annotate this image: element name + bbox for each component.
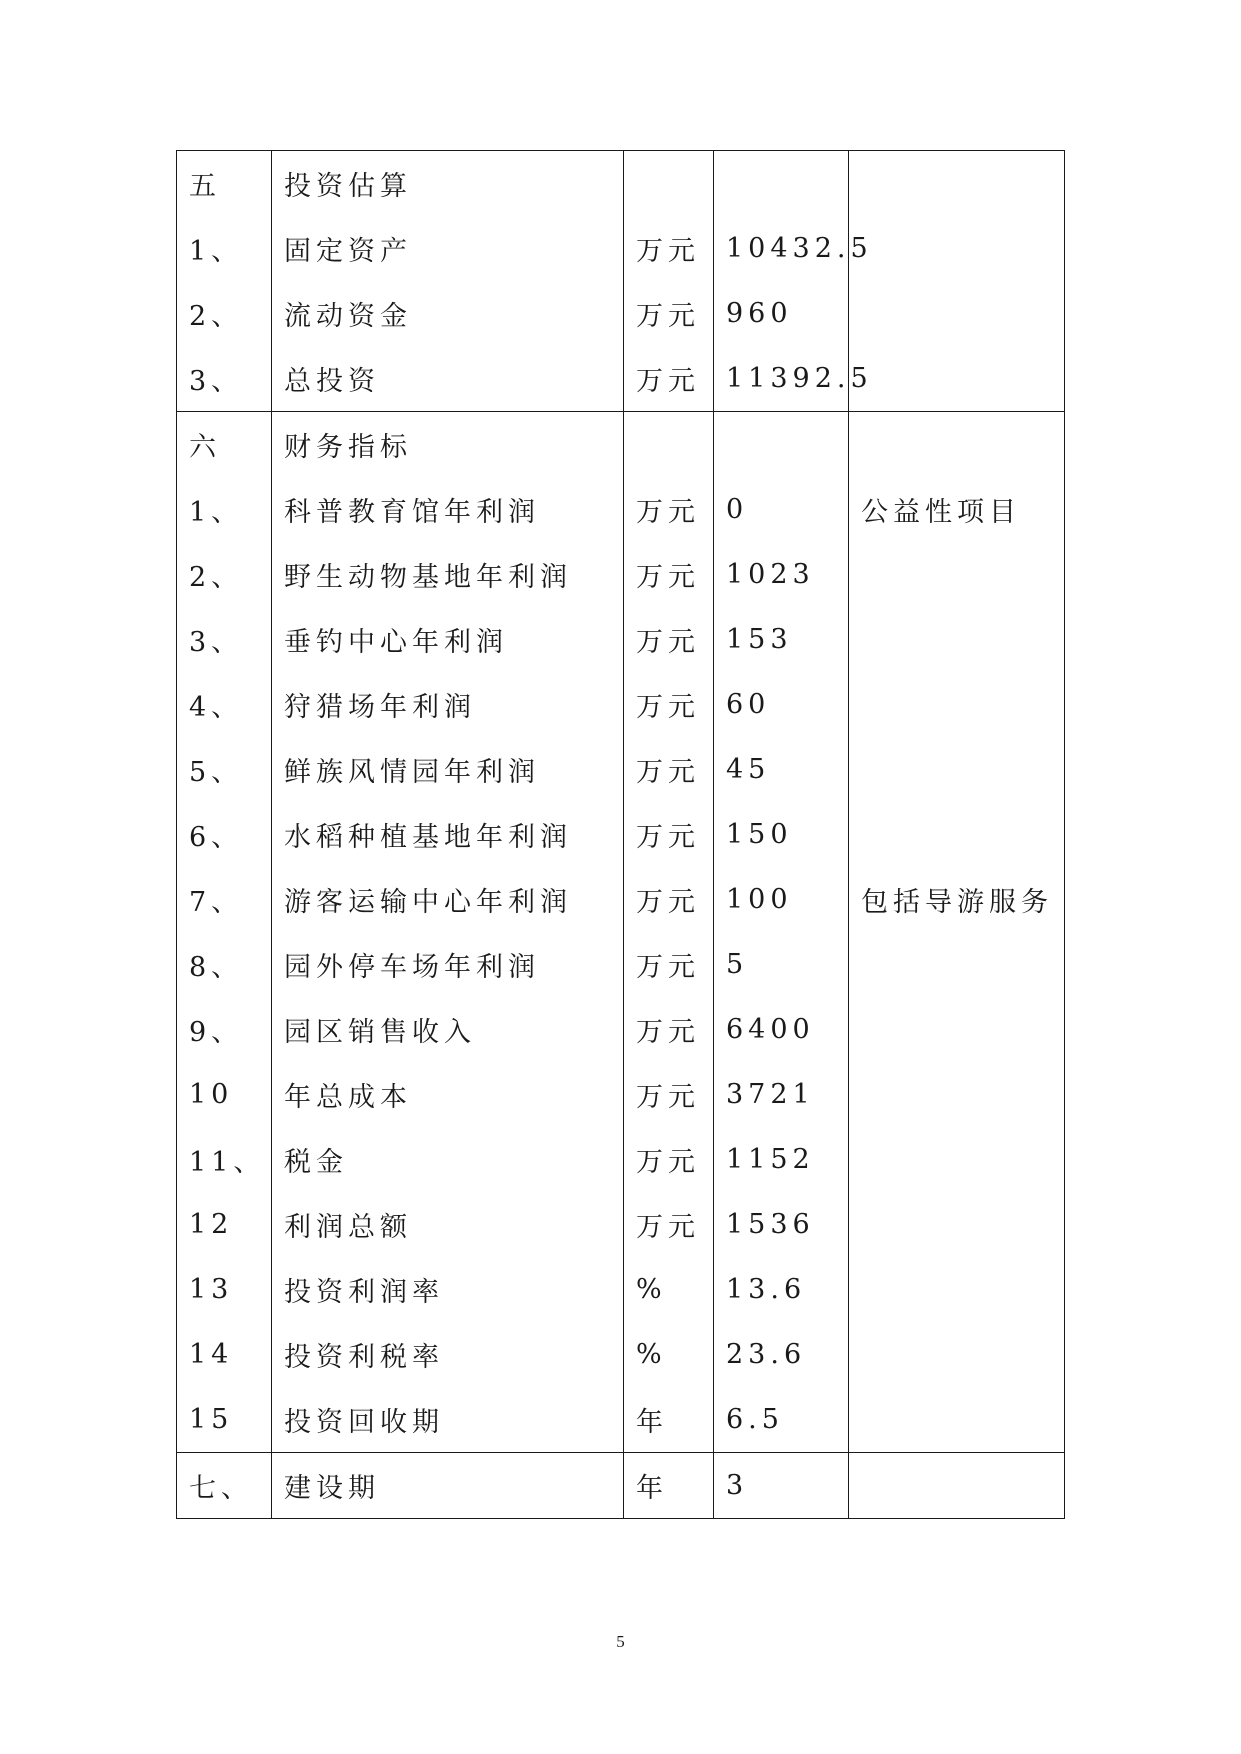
- item-name-cell: 投资利税率: [272, 1322, 624, 1387]
- unit-cell: 万元: [624, 867, 714, 932]
- value-cell: 153: [714, 607, 849, 672]
- note-cell: [849, 1453, 1065, 1519]
- row-number-cell: 2、: [177, 281, 272, 346]
- item-name-cell: 鲜族风情园年利润: [272, 737, 624, 802]
- unit-cell: 万元: [624, 802, 714, 867]
- row-number-cell: 5、: [177, 737, 272, 802]
- row-number-cell: 12: [177, 1192, 272, 1257]
- row-number-cell: 4、: [177, 672, 272, 737]
- note-cell: [849, 346, 1065, 412]
- item-name-cell: 科普教育馆年利润: [272, 477, 624, 542]
- value-cell: 6400: [714, 997, 849, 1062]
- table-row: [177, 607, 1065, 672]
- table-row: [177, 1062, 1065, 1127]
- item-name-cell: 利润总额: [272, 1192, 624, 1257]
- row-number-cell: 五: [177, 151, 272, 217]
- row-number-cell: 1、: [177, 477, 272, 542]
- row-number-cell: 14: [177, 1322, 272, 1387]
- value-cell: 13.6: [714, 1257, 849, 1322]
- table-row: [177, 1387, 1065, 1453]
- row-number-cell: 3、: [177, 346, 272, 412]
- value-cell: 10432.5: [714, 216, 849, 281]
- table-row: [177, 737, 1065, 802]
- item-name-cell: 园区销售收入: [272, 997, 624, 1062]
- item-name-cell: 财务指标: [272, 412, 624, 478]
- table-row: [177, 477, 1065, 542]
- note-cell: [849, 932, 1065, 997]
- note-cell: [849, 1387, 1065, 1453]
- investment-indicator-table: [176, 150, 1065, 1519]
- value-cell: 45: [714, 737, 849, 802]
- note-cell: [849, 737, 1065, 802]
- item-name-cell: 总投资: [272, 346, 624, 412]
- note-cell: [849, 672, 1065, 737]
- unit-cell: 万元: [624, 477, 714, 542]
- unit-cell: 万元: [624, 216, 714, 281]
- unit-cell: 万元: [624, 1127, 714, 1192]
- unit-cell: 年: [624, 1387, 714, 1453]
- row-number-cell: 6、: [177, 802, 272, 867]
- row-number-cell: 11、: [177, 1127, 272, 1192]
- unit-cell: 万元: [624, 932, 714, 997]
- table-body: [177, 151, 1065, 1519]
- row-number-cell: 7、: [177, 867, 272, 932]
- row-number-cell: 15: [177, 1387, 272, 1453]
- note-cell: [849, 802, 1065, 867]
- item-name-cell: 固定资产: [272, 216, 624, 281]
- table-row: [177, 151, 1065, 217]
- note-cell: [849, 1192, 1065, 1257]
- unit-cell: 万元: [624, 607, 714, 672]
- table-row: [177, 997, 1065, 1062]
- unit-cell: [624, 412, 714, 478]
- value-cell: [714, 412, 849, 478]
- page-number: 5: [616, 1632, 625, 1651]
- row-number-cell: 六: [177, 412, 272, 478]
- row-number-cell: 10: [177, 1062, 272, 1127]
- item-name-cell: 垂钓中心年利润: [272, 607, 624, 672]
- note-cell: [849, 151, 1065, 217]
- table-row: [177, 1322, 1065, 1387]
- note-cell: [849, 997, 1065, 1062]
- item-name-cell: 建设期: [272, 1453, 624, 1519]
- item-name-cell: 狩猎场年利润: [272, 672, 624, 737]
- item-name-cell: 税金: [272, 1127, 624, 1192]
- row-number-cell: 8、: [177, 932, 272, 997]
- note-cell: [849, 607, 1065, 672]
- value-cell: 5: [714, 932, 849, 997]
- table-row: [177, 672, 1065, 737]
- value-cell: 1152: [714, 1127, 849, 1192]
- table-row: [177, 1192, 1065, 1257]
- note-cell: 公益性项目: [849, 477, 1065, 542]
- unit-cell: %: [624, 1257, 714, 1322]
- value-cell: 1023: [714, 542, 849, 607]
- unit-cell: 万元: [624, 1062, 714, 1127]
- note-cell: [849, 1062, 1065, 1127]
- note-cell: [849, 216, 1065, 281]
- table-row: [177, 802, 1065, 867]
- item-name-cell: 水稻种植基地年利润: [272, 802, 624, 867]
- note-cell: [849, 542, 1065, 607]
- value-cell: 23.6: [714, 1322, 849, 1387]
- row-number-cell: 七、: [177, 1453, 272, 1519]
- note-cell: [849, 1322, 1065, 1387]
- value-cell: 3: [714, 1453, 849, 1519]
- table-row: [177, 932, 1065, 997]
- note-cell: [849, 281, 1065, 346]
- value-cell: 150: [714, 802, 849, 867]
- item-name-cell: 流动资金: [272, 281, 624, 346]
- value-cell: 960: [714, 281, 849, 346]
- unit-cell: [624, 151, 714, 217]
- unit-cell: 万元: [624, 672, 714, 737]
- table-row: [177, 281, 1065, 346]
- item-name-cell: 投资回收期: [272, 1387, 624, 1453]
- table-row: [177, 346, 1065, 412]
- table-row: [177, 1257, 1065, 1322]
- item-name-cell: 游客运输中心年利润: [272, 867, 624, 932]
- table-row: [177, 542, 1065, 607]
- row-number-cell: 2、: [177, 542, 272, 607]
- unit-cell: 年: [624, 1453, 714, 1519]
- item-name-cell: 投资利润率: [272, 1257, 624, 1322]
- note-cell: [849, 1127, 1065, 1192]
- item-name-cell: 野生动物基地年利润: [272, 542, 624, 607]
- row-number-cell: 3、: [177, 607, 272, 672]
- unit-cell: 万元: [624, 997, 714, 1062]
- value-cell: 1536: [714, 1192, 849, 1257]
- note-cell: 包括导游服务: [849, 867, 1065, 932]
- row-number-cell: 13: [177, 1257, 272, 1322]
- value-cell: 60: [714, 672, 849, 737]
- value-cell: 100: [714, 867, 849, 932]
- table-row: [177, 1127, 1065, 1192]
- value-cell: 0: [714, 477, 849, 542]
- table-row: [177, 1453, 1065, 1519]
- unit-cell: 万元: [624, 542, 714, 607]
- value-cell: [714, 151, 849, 217]
- table-row: [177, 867, 1065, 932]
- unit-cell: 万元: [624, 737, 714, 802]
- row-number-cell: 9、: [177, 997, 272, 1062]
- table-row: [177, 216, 1065, 281]
- unit-cell: 万元: [624, 346, 714, 412]
- value-cell: 6.5: [714, 1387, 849, 1453]
- item-name-cell: 园外停车场年利润: [272, 932, 624, 997]
- unit-cell: 万元: [624, 1192, 714, 1257]
- note-cell: [849, 412, 1065, 478]
- value-cell: 3721: [714, 1062, 849, 1127]
- table-row: [177, 412, 1065, 478]
- unit-cell: %: [624, 1322, 714, 1387]
- value-cell: 11392.5: [714, 346, 849, 412]
- unit-cell: 万元: [624, 281, 714, 346]
- row-number-cell: 1、: [177, 216, 272, 281]
- item-name-cell: 年总成本: [272, 1062, 624, 1127]
- note-cell: [849, 1257, 1065, 1322]
- item-name-cell: 投资估算: [272, 151, 624, 217]
